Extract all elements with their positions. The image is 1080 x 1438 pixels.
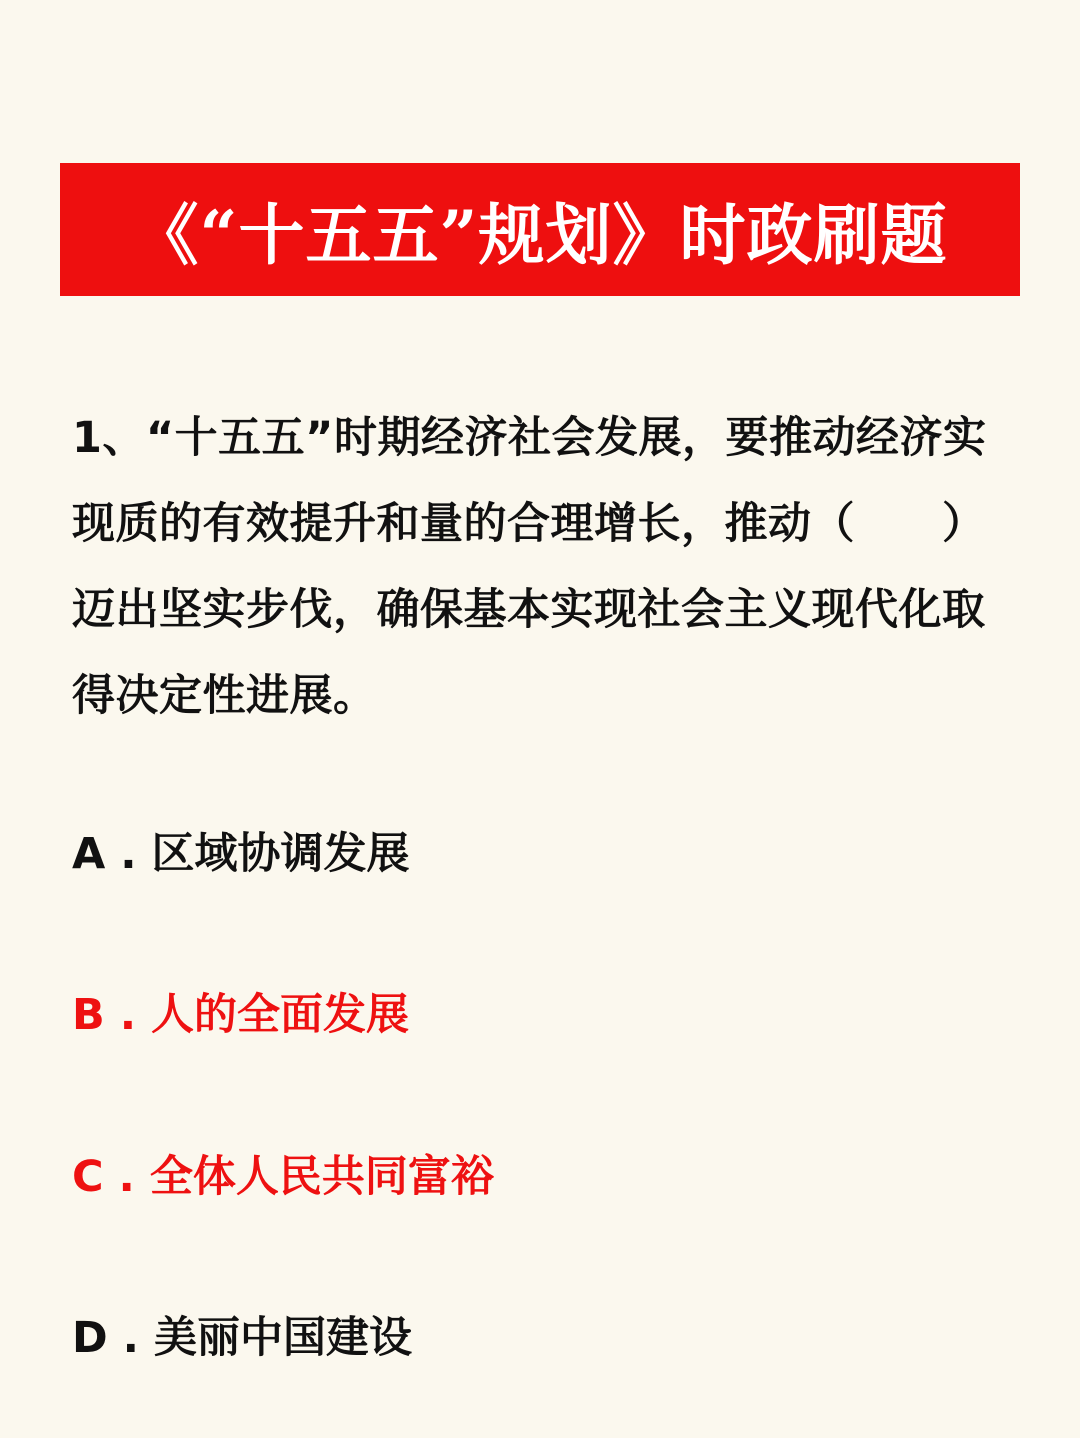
option-c[interactable]: C . 全体人民共同富裕: [72, 1152, 494, 1202]
page-title: 《“十五五”规划》时政刷题: [132, 196, 948, 274]
option-b[interactable]: B . 人的全面发展: [72, 990, 410, 1040]
option-a[interactable]: A . 区域协调发展: [72, 829, 410, 879]
title-banner: [60, 163, 1020, 296]
option-d[interactable]: D . 美丽中国建设: [72, 1313, 412, 1363]
question-text: 1、“十五五”时期经济社会发展，要推动经济实现质的有效提升和量的合理增长，推动（ ）迈出坚实步伐，确保基本实现社会主义现代化取得决定性进展。: [72, 413, 987, 721]
